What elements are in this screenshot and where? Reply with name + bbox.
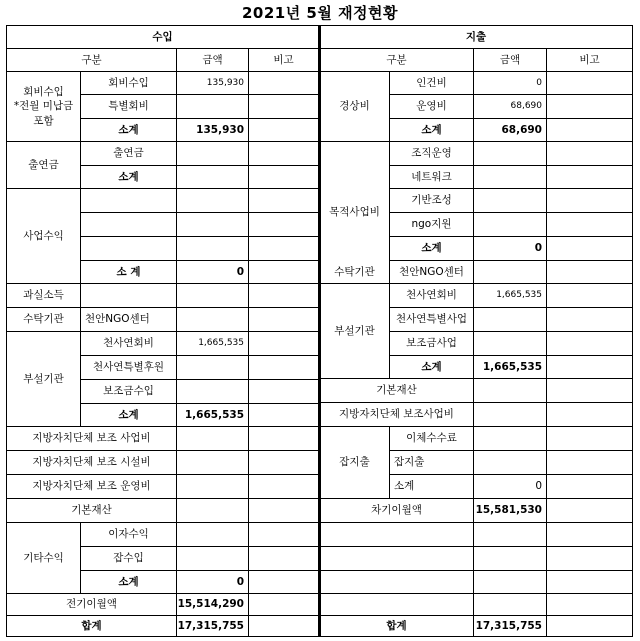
note-cell	[249, 119, 319, 142]
note-cell	[249, 404, 319, 427]
amount-cell	[474, 427, 547, 451]
income-membership-amount	[177, 95, 249, 119]
income-business-label: 사업수익	[7, 189, 81, 284]
amount-cell	[474, 166, 547, 189]
income-affiliated-subtotal: 1,665,535	[177, 404, 249, 427]
note-cell	[249, 261, 319, 284]
expense-purpose-subtotal: 0	[474, 237, 547, 261]
note-cell	[249, 571, 319, 594]
note-cell	[547, 189, 632, 213]
income-affiliated-item: 천사연특별후원	[81, 356, 177, 380]
amount-cell	[177, 475, 249, 499]
income-fee-label: 과실소득	[7, 284, 81, 308]
expense-operating-amount: 0	[474, 72, 547, 95]
expense-col-note: 비고	[547, 49, 632, 72]
note-cell	[249, 308, 319, 332]
note-cell	[249, 427, 319, 451]
income-local-gov-label: 지방자치단체 보조 시설비	[7, 451, 177, 475]
expense-operating-item: 인건비	[390, 72, 474, 95]
amount-cell	[177, 284, 249, 308]
income-membership-amount: 135,930	[177, 72, 249, 95]
empty-cell	[547, 523, 632, 547]
amount-cell	[177, 499, 249, 523]
expense-affiliated-label: 부설기관	[320, 284, 390, 379]
income-affiliated-amount: 1,665,535	[177, 332, 249, 356]
note-cell	[249, 475, 319, 499]
note-cell	[547, 475, 632, 499]
amount-cell	[177, 427, 249, 451]
note-cell	[249, 523, 319, 547]
expense-purpose-item: ngo지원	[390, 213, 474, 237]
income-contribution-item: 출연금	[81, 142, 177, 166]
expense-header: 지출	[320, 26, 632, 49]
expense-local-gov-label: 지방자치단체 보조사업비	[320, 403, 474, 427]
amount-cell	[177, 189, 249, 213]
note-cell	[249, 189, 319, 213]
income-membership-subtotal-label: 소계	[81, 119, 177, 142]
empty-cell	[474, 571, 547, 594]
note-cell	[547, 499, 632, 523]
amount-cell	[474, 189, 547, 213]
note-cell	[547, 332, 632, 356]
expense-trust-label: 수탁기관	[320, 261, 390, 284]
income-trust-label: 수탁기관	[7, 308, 81, 332]
amount-cell	[177, 142, 249, 166]
empty-cell	[547, 547, 632, 571]
amount-cell	[177, 237, 249, 261]
amount-cell	[177, 166, 249, 189]
amount-cell	[177, 451, 249, 475]
expense-operating-amount: 68,690	[474, 95, 547, 119]
expense-affiliated-amount	[474, 308, 547, 332]
note-cell	[249, 332, 319, 356]
note-cell	[547, 616, 632, 636]
expense-col-amount: 금액	[474, 49, 547, 72]
note-cell	[547, 119, 632, 142]
income-total-label: 합계	[7, 616, 177, 636]
note-cell	[547, 284, 632, 308]
note-cell	[547, 427, 632, 451]
income-business-subtotal: 0	[177, 261, 249, 284]
amount-cell	[474, 403, 547, 427]
note-cell	[547, 356, 632, 379]
income-affiliated-amount	[177, 380, 249, 404]
amount-cell	[474, 142, 547, 166]
expense-affiliated-amount: 1,665,535	[474, 284, 547, 308]
expense-col-category: 구분	[320, 49, 474, 72]
expense-purpose-subtotal-label: 소계	[390, 237, 474, 261]
income-header: 수입	[7, 26, 319, 49]
note-cell	[249, 356, 319, 380]
expense-affiliated-item: 천사연특별사업	[390, 308, 474, 332]
note-cell	[249, 142, 319, 166]
note-cell	[249, 95, 319, 119]
item-cell	[81, 213, 177, 237]
note-cell	[249, 237, 319, 261]
expense-purpose-item: 기반조성	[390, 189, 474, 213]
income-col-category: 구분	[7, 49, 177, 72]
note-cell	[249, 380, 319, 404]
amount-cell	[474, 261, 547, 284]
income-membership-label: 회비수입 *전월 미납금 포함	[7, 72, 81, 142]
income-col-amount: 금액	[177, 49, 249, 72]
empty-cell	[320, 523, 474, 547]
note-cell	[249, 616, 319, 636]
expense-next-carryover-label: 차기이월액	[320, 499, 474, 523]
income-contribution-subtotal-label: 소계	[81, 166, 177, 189]
empty-cell	[547, 571, 632, 594]
amount-cell	[177, 523, 249, 547]
expense-operating-subtotal: 68,690	[474, 119, 547, 142]
income-membership-item: 회비수입	[81, 72, 177, 95]
income-carryover: 15,514,290	[177, 594, 249, 616]
amount-cell	[177, 213, 249, 237]
note-cell	[249, 166, 319, 189]
note-cell	[249, 451, 319, 475]
income-other-item: 이자수익	[81, 523, 177, 547]
income-affiliated-subtotal-label: 소계	[81, 404, 177, 427]
income-other-subtotal: 0	[177, 571, 249, 594]
income-local-gov-label: 지방자치단체 보조 운영비	[7, 475, 177, 499]
amount-cell	[177, 547, 249, 571]
income-trust-value: 천안NGO센터	[81, 308, 177, 332]
expense-operating-subtotal-label: 소계	[390, 119, 474, 142]
income-affiliated-item: 천사연회비	[81, 332, 177, 356]
note-cell	[547, 451, 632, 475]
expense-affiliated-item: 보조금사업	[390, 332, 474, 356]
income-total: 17,315,755	[177, 616, 249, 636]
expense-operating-label: 경상비	[320, 72, 390, 142]
empty-cell	[320, 547, 474, 571]
note-cell	[547, 403, 632, 427]
income-affiliated-item: 보조금수입	[81, 380, 177, 404]
note-cell	[249, 284, 319, 308]
expense-total: 17,315,755	[474, 616, 547, 636]
expense-trust-value: 천안NGO센터	[390, 261, 474, 284]
item-cell	[81, 237, 177, 261]
empty-cell	[474, 523, 547, 547]
note-cell	[547, 379, 632, 403]
income-other-subtotal-label: 소계	[81, 571, 177, 594]
income-contribution-label: 출연금	[7, 142, 81, 189]
income-carryover-label: 전기이월액	[7, 594, 177, 616]
expense-affiliated-subtotal-label: 소계	[390, 356, 474, 379]
finance-table	[6, 25, 633, 637]
note-cell	[249, 499, 319, 523]
note-cell	[249, 213, 319, 237]
income-col-note: 비고	[249, 49, 319, 72]
income-affiliated-amount	[177, 356, 249, 380]
income-basic-property-label: 기본재산	[7, 499, 177, 523]
amount-cell	[474, 213, 547, 237]
expense-purpose-item: 네트워크	[390, 166, 474, 189]
empty-cell	[320, 571, 474, 594]
note-cell	[249, 72, 319, 95]
amount-cell	[474, 379, 547, 403]
note-cell	[547, 72, 632, 95]
note-cell	[547, 95, 632, 119]
expense-next-carryover: 15,581,530	[474, 499, 547, 523]
note-cell	[547, 213, 632, 237]
expense-purpose-label: 목적사업비	[320, 142, 390, 284]
section-divider	[319, 26, 321, 636]
expense-misc-label: 잡지출	[320, 427, 390, 499]
note-cell	[249, 594, 319, 616]
note-cell	[547, 237, 632, 261]
item-cell	[81, 284, 177, 308]
expense-misc-subtotal-label: 소계	[390, 475, 474, 499]
income-local-gov-label: 지방자치단체 보조 사업비	[7, 427, 177, 451]
expense-misc-item: 잡지출	[390, 451, 474, 475]
amount-cell	[177, 308, 249, 332]
income-membership-subtotal: 135,930	[177, 119, 249, 142]
page-title: 2021년 5월 재정현황	[241, 4, 399, 22]
expense-basic-property-label: 기본재산	[320, 379, 474, 403]
empty-cell	[474, 594, 547, 616]
empty-cell	[474, 547, 547, 571]
note-cell	[547, 166, 632, 189]
empty-cell	[547, 594, 632, 616]
expense-affiliated-subtotal: 1,665,535	[474, 356, 547, 379]
income-other-item: 잡수입	[81, 547, 177, 571]
note-cell	[547, 308, 632, 332]
income-affiliated-label: 부설기관	[7, 332, 81, 427]
empty-cell	[320, 594, 474, 616]
expense-affiliated-item: 천사연회비	[390, 284, 474, 308]
expense-misc-item: 이체수수료	[390, 427, 474, 451]
expense-affiliated-amount	[474, 332, 547, 356]
note-cell	[547, 142, 632, 166]
income-other-label: 기타수익	[7, 523, 81, 594]
note-cell	[547, 261, 632, 284]
item-cell	[81, 189, 177, 213]
income-business-subtotal-label: 소 계	[81, 261, 177, 284]
expense-operating-item: 운영비	[390, 95, 474, 119]
income-membership-item: 특별회비	[81, 95, 177, 119]
expense-misc-subtotal: 0	[474, 475, 547, 499]
expense-total-label: 합계	[320, 616, 474, 636]
expense-purpose-item: 조직운영	[390, 142, 474, 166]
amount-cell	[474, 451, 547, 475]
note-cell	[249, 547, 319, 571]
